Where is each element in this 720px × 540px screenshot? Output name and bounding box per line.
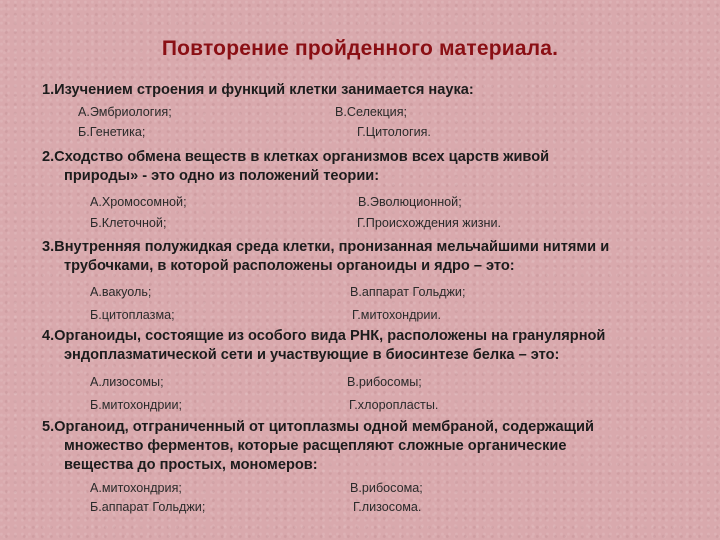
option-v: В.рибосомы; bbox=[347, 375, 422, 389]
question-number: 5. bbox=[42, 419, 55, 435]
option-v: В.аппарат Гольджи; bbox=[350, 285, 466, 299]
option-b: Б.митохондрии; bbox=[90, 398, 182, 412]
option-b: Б.аппарат Гольджи; bbox=[90, 500, 206, 514]
option-g: Г.Цитология. bbox=[357, 125, 431, 139]
question-text: вещества до простых, мономеров: bbox=[64, 457, 318, 473]
option-g: Г.митохондрии. bbox=[352, 308, 441, 322]
question-number: 1. bbox=[42, 82, 55, 98]
option-a: А.вакуоль; bbox=[90, 285, 152, 299]
option-b: Б.цитоплазма; bbox=[90, 308, 175, 322]
question-1 bbox=[42, 81, 682, 100]
option-v: В.Селекция; bbox=[335, 105, 408, 119]
question-text: Изучением строения и функций клетки занимается наука: bbox=[54, 82, 474, 98]
question-4 bbox=[42, 327, 682, 365]
question-text: Органоиды, состоящие из особого вида РНК, расположены на гранулярной bbox=[54, 328, 606, 344]
option-b: Б.Генетика; bbox=[78, 125, 146, 139]
question-text: трубочками, в которой расположены органоиды и ядро – это: bbox=[64, 258, 515, 274]
question-text: Внутренняя полужидкая среда клетки, пронизанная мельчайшими нитями и bbox=[54, 239, 610, 255]
question-number: 2. bbox=[42, 149, 55, 165]
question-number: 3. bbox=[42, 239, 55, 255]
option-v: В.Эволюционной; bbox=[358, 195, 462, 209]
question-text: Сходство обмена веществ в клетках организмов всех царств живой bbox=[54, 149, 550, 165]
question-3 bbox=[42, 238, 682, 276]
option-g: Г.лизосома. bbox=[353, 500, 422, 514]
question-text: эндоплазматической сети и участвующие в биосинтезе белка – это: bbox=[64, 347, 560, 363]
option-a: А.Эмбриология; bbox=[78, 105, 172, 119]
question-text: природы» - это одно из положений теории: bbox=[64, 168, 380, 184]
option-b: Б.Клеточной; bbox=[90, 216, 167, 230]
option-a: А.Хромосомной; bbox=[90, 195, 187, 209]
option-a: А.лизосомы; bbox=[90, 375, 164, 389]
slide-title: Повторение пройденного материала. bbox=[161, 37, 559, 60]
question-number: 4. bbox=[42, 328, 55, 344]
option-v: В.рибосома; bbox=[350, 481, 423, 495]
option-g: Г.Происхождения жизни. bbox=[357, 216, 501, 230]
question-text: Органоид, отграниченный от цитоплазмы одной мембраной, содержащий bbox=[54, 419, 594, 435]
option-g: Г.хлоропласты. bbox=[349, 398, 439, 412]
question-5 bbox=[42, 418, 682, 475]
question-2 bbox=[42, 148, 682, 186]
question-text: множество ферментов, которые расщепляют сложные органические bbox=[64, 438, 567, 454]
option-a: А.митохондрия; bbox=[90, 481, 182, 495]
